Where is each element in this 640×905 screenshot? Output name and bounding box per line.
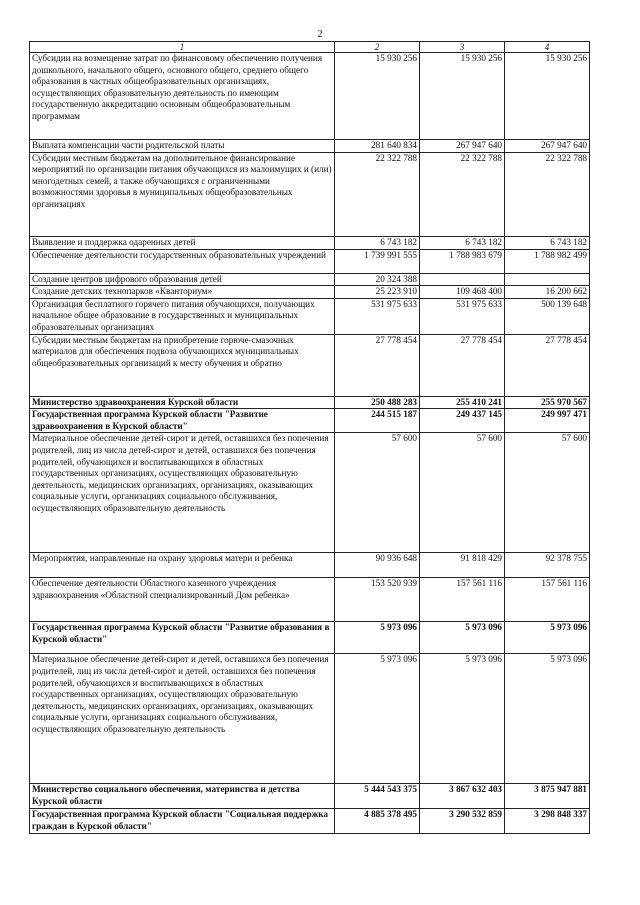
value-col-4: 27 778 454 <box>505 334 590 396</box>
value-col-3: 267 947 640 <box>420 140 505 153</box>
column-number-1: 1 <box>30 42 335 53</box>
table-row <box>30 784 590 809</box>
value-col-2: 5 973 096 <box>335 654 420 784</box>
value-col-3: 255 410 241 <box>420 396 505 409</box>
row-name: Субсидии местным бюджетам на приобретение горюче-смазочных материалов для обеспечения подвоза обучающихся муниципальных общеобразовательных организаций к месту обучения и обратно <box>30 334 335 396</box>
table-row <box>30 53 590 140</box>
value-col-2: 27 778 454 <box>335 334 420 396</box>
table-row <box>30 578 590 622</box>
row-name: Выявление и поддержка одаренных детей <box>30 236 335 249</box>
row-name: Материальное обеспечение детей-сирот и детей, оставшихся без попечения родителей, лиц из числа детей-сирот и детей, оставшихся без попечения родителей, обучающихся и воспитывающихся в областных государственных организациях, осуществляющих образовательную деятельность, медицинских организациях, организациях, оказывающих социальные услуги, организациях социального обслуживания, осуществляющих образовательную деятельность <box>30 433 335 553</box>
row-name: Субсидии на возмещение затрат по финансовому обеспечению получения дошкольного, начального общего, основного общего, среднего общего образования в частных общеобразовательных организациях, осуществляющих образовательную деятельность по имеющим государственную аккредитацию основным общеобразовательным программам <box>30 53 335 140</box>
value-col-4: 3 298 848 337 <box>505 809 590 833</box>
table-row <box>30 622 590 654</box>
row-name: Организация бесплатного горячего питания обучающихся, получающих начальное общее образование в государственных и муниципальных образовательных организациях <box>30 298 335 334</box>
table-row <box>30 249 590 273</box>
value-col-3: 5 973 096 <box>420 622 505 654</box>
value-col-3 <box>420 273 505 286</box>
column-number-3: 3 <box>420 42 505 53</box>
value-col-3: 27 778 454 <box>420 334 505 396</box>
value-col-2: 244 515 187 <box>335 409 420 433</box>
budget-table <box>29 41 590 834</box>
value-col-2: 25 223 910 <box>335 286 420 299</box>
value-col-4: 22 322 788 <box>505 152 590 236</box>
row-name: Министерство здравоохранения Курской области <box>30 396 335 409</box>
column-number-row <box>30 42 590 53</box>
column-number-2: 2 <box>335 42 420 53</box>
value-col-3: 1 788 983 679 <box>420 249 505 273</box>
table-row <box>30 236 590 249</box>
value-col-4: 5 973 096 <box>505 654 590 784</box>
value-col-2: 22 322 788 <box>335 152 420 236</box>
table-row <box>30 409 590 433</box>
value-col-2: 57 600 <box>335 433 420 553</box>
row-name: Министерство социального обеспечения, материнства и детства Курской области <box>30 784 335 809</box>
value-col-4: 249 997 471 <box>505 409 590 433</box>
value-col-4: 6 743 182 <box>505 236 590 249</box>
value-col-2: 6 743 182 <box>335 236 420 249</box>
row-name: Создание детских технопарков «Кванториум» <box>30 286 335 299</box>
value-col-3: 157 561 116 <box>420 578 505 622</box>
value-col-3: 109 468 400 <box>420 286 505 299</box>
value-col-4: 500 139 648 <box>505 298 590 334</box>
value-col-3: 6 743 182 <box>420 236 505 249</box>
value-col-3: 249 437 145 <box>420 409 505 433</box>
value-col-4: 92 378 755 <box>505 553 590 578</box>
table-row <box>30 286 590 299</box>
value-col-4: 1 788 982 499 <box>505 249 590 273</box>
row-name: Обеспечение деятельности Областного казенного учреждения здравоохранения «Областной специализированный Дом ребенка» <box>30 578 335 622</box>
value-col-2: 153 520 939 <box>335 578 420 622</box>
value-col-4: 57 600 <box>505 433 590 553</box>
value-col-3: 3 290 532 859 <box>420 809 505 833</box>
value-col-4 <box>505 273 590 286</box>
table-row <box>30 273 590 286</box>
value-col-3: 3 867 632 403 <box>420 784 505 809</box>
value-col-2: 20 324 388 <box>335 273 420 286</box>
value-col-4: 255 970 567 <box>505 396 590 409</box>
row-name: Обеспечение деятельности государственных образовательных учреждений <box>30 249 335 273</box>
row-name: Государственная программа Курской области "Социальная поддержка граждан в Курской области" <box>30 809 335 833</box>
table-row <box>30 809 590 833</box>
value-col-2: 4 885 378 495 <box>335 809 420 833</box>
value-col-2: 5 444 543 375 <box>335 784 420 809</box>
value-col-3: 57 600 <box>420 433 505 553</box>
column-number-4: 4 <box>505 42 590 53</box>
row-name: Мероприятия, направленные на охрану здоровья матери и ребенка <box>30 553 335 578</box>
value-col-3: 15 930 256 <box>420 53 505 140</box>
value-col-3: 22 322 788 <box>420 152 505 236</box>
value-col-2: 1 739 991 555 <box>335 249 420 273</box>
value-col-3: 91 818 429 <box>420 553 505 578</box>
table-row <box>30 298 590 334</box>
row-name: Выплата компенсации части родительской платы <box>30 140 335 153</box>
value-col-4: 16 200 662 <box>505 286 590 299</box>
row-name: Субсидии местным бюджетам на дополнительное финансирование мероприятий по организации питания обучающихся из малоимущих и (или) многодетных семей, а также обучающихся с ограниченными возможностями здоровья в муниципальных общеобразовательных организациях <box>30 152 335 236</box>
table-row <box>30 553 590 578</box>
table-row <box>30 152 590 236</box>
value-col-2: 5 973 096 <box>335 622 420 654</box>
row-name: Государственная программа Курской области "Развитие здравоохранения в Курской области" <box>30 409 335 433</box>
value-col-4: 5 973 096 <box>505 622 590 654</box>
value-col-2: 250 488 283 <box>335 396 420 409</box>
row-name: Создание центров цифрового образования детей <box>30 273 335 286</box>
value-col-2: 531 975 633 <box>335 298 420 334</box>
value-col-4: 15 930 256 <box>505 53 590 140</box>
value-col-3: 531 975 633 <box>420 298 505 334</box>
value-col-2: 281 640 834 <box>335 140 420 153</box>
table-row <box>30 654 590 784</box>
row-name: Материальное обеспечение детей-сирот и детей, оставшихся без попечения родителей, лиц из числа детей-сирот и детей, оставшихся без попечения родителей, обучающихся и воспитывающихся в областных государственных организациях, осуществляющих образовательную деятельность, медицинских организациях, организациях, оказывающих социальные услуги, организациях социального обслуживания, осуществляющих образовательную деятельность <box>30 654 335 784</box>
page-number: 2 <box>317 29 323 40</box>
table-row <box>30 334 590 396</box>
table-row <box>30 140 590 153</box>
value-col-2: 15 930 256 <box>335 53 420 140</box>
value-col-2: 90 936 648 <box>335 553 420 578</box>
table-row <box>30 396 590 409</box>
value-col-4: 3 875 947 881 <box>505 784 590 809</box>
row-name: Государственная программа Курской области "Развитие образования в Курской области" <box>30 622 335 654</box>
table-row <box>30 433 590 553</box>
value-col-3: 5 973 096 <box>420 654 505 784</box>
value-col-4: 267 947 640 <box>505 140 590 153</box>
value-col-4: 157 561 116 <box>505 578 590 622</box>
